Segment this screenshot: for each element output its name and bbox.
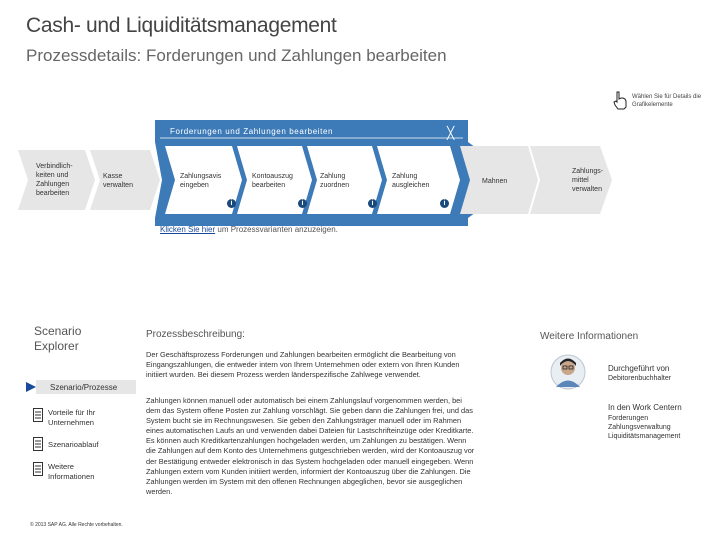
- process-box-title: Forderungen und Zahlungen bearbeiten: [170, 127, 334, 136]
- document-icon: [33, 408, 43, 422]
- work-centers-label: In den Work Centern: [608, 403, 682, 412]
- step-label-kontoauszug: Kontoauszug bearbeiten: [252, 173, 293, 189]
- close-icon[interactable]: ╳: [447, 126, 455, 140]
- hint-text: Wählen Sie für Details die Grafikelemente: [632, 94, 702, 108]
- info-icon[interactable]: i: [440, 199, 449, 208]
- step-label-zahlung-ausgleichen: Zahlung ausgleichen: [392, 173, 430, 189]
- scenario-explorer-title: Scenario Explorer: [34, 324, 82, 353]
- scenario-item-ablauf[interactable]: Szenarioablauf: [48, 440, 99, 449]
- document-icon: [33, 437, 43, 451]
- step-label-mahnen: Mahnen: [482, 178, 508, 185]
- info-icon[interactable]: i: [227, 199, 236, 208]
- variants-link-suffix: um Prozessvarianten anzuzeigen.: [215, 225, 338, 234]
- hand-pointer-icon: [612, 90, 628, 110]
- further-info-heading: Weitere Informationen: [540, 331, 639, 342]
- step-label-verbindlichkeiten: Verbindlich-keiten und Zahlungen bearbeiten: [36, 163, 73, 197]
- description-paragraph-1: Der Geschäftsprozess Forderungen und Zahlungen bearbeiten ermöglicht die Bearbeitung von Eingangszahlungen, die entweder intern von Ihrem Unternehmen oder extern von Ihren Kunden initiiert wurden. Bei diesem Prozess werden länderspezifische Zahlwege verwendet.: [146, 350, 460, 380]
- variants-link[interactable]: Klicken Sie hier: [160, 225, 216, 234]
- variants-link-line: [160, 225, 338, 234]
- performed-by-value: Debitorenbuchhalter: [608, 375, 672, 382]
- scenario-item-weitere[interactable]: Weitere Informationen: [48, 462, 95, 481]
- description-paragraph-2: Zahlungen können manuell oder automatisch bei einem Zahlungslauf vorgenommen werden, bei dem das System offene Posten zur Zahlung vorschlägt. Sie geben dann die Zahlungen frei, und das System bucht sie im Rechnungswesen. Sie geben den Zahlungsträger manuell oder im Rahmen eines automatischen Laufs an und verwenden dabei Dateien für Lastschrifteinzüge oder Kreditkarte. Es können auch Kreditkartenzahlungen hochgeladen werden, um Zahlungen zu bestätigen. Wenn die Zahlungen auf dem Konto des Unternehmens gutgeschrieben werden, wird der Kontoauszug vor der Bestätigung entweder elektronisch in das System hochgeladen oder manuell eingegeben. Wenn Zahlungen extern vom Kunden initiiert werden, informiert der Kontoauszug über die Zahlungen. Die Zahlungen werden im System mit den offenen Rechnungen abgeglichen, bevor sie ausgeglichen werden.: [146, 396, 475, 496]
- page-subtitle: Prozessdetails: Forderungen und Zahlungen bearbeiten: [26, 46, 447, 65]
- work-center-item: Forderungen: [608, 415, 649, 422]
- step-label-kasse: Kasse verwalten: [103, 173, 133, 189]
- scenario-active-item[interactable]: Szenario/Prozesse: [50, 383, 118, 392]
- arrow-right-icon: [26, 382, 36, 392]
- step-label-zahlung-zuordnen: Zahlung zuordnen: [320, 173, 350, 189]
- avatar: [550, 354, 586, 390]
- step-label-zahlungsavis: Zahlungsavis eingeben: [180, 173, 222, 189]
- copyright: © 2013 SAP AG. Alle Rechte vorbehalten.: [30, 522, 123, 528]
- performed-by-label: Durchgeführt von: [608, 364, 670, 373]
- work-center-item: Liquiditätsmanagement: [608, 433, 681, 440]
- page-title: Cash- und Liquiditätsmanagement: [26, 14, 337, 37]
- description-heading: Prozessbeschreibung:: [146, 329, 245, 340]
- step-label-zahlungsmittel: Zahlungs-mittel verwalten: [572, 168, 604, 193]
- scenario-item-vorteile[interactable]: Vorteile für Ihr Unternehmen: [48, 408, 96, 427]
- info-icon[interactable]: i: [368, 199, 377, 208]
- work-center-item: Zahlungsverwaltung: [608, 424, 671, 431]
- info-icon[interactable]: i: [298, 199, 307, 208]
- document-icon: [33, 462, 43, 476]
